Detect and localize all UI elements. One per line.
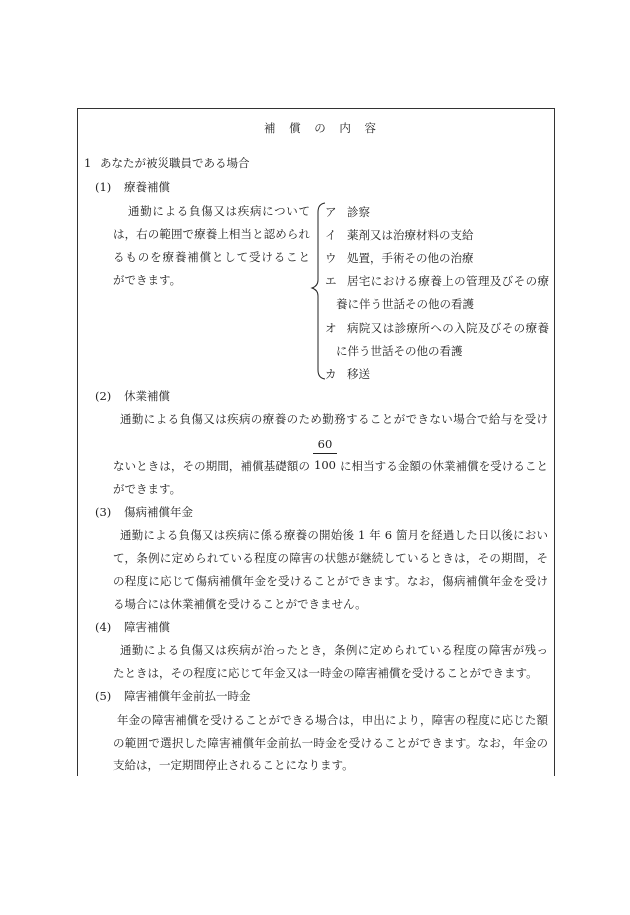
paragraph-line: たときは，その程度に応じて年金又は一時金の障害補償を受けることができます。 [113,666,538,680]
list-mark: エ [325,274,337,288]
item-label: 療養補償 [124,180,170,194]
item-label: 休業補償 [124,389,170,403]
paragraph-line: の範囲で選択した障害補償年金前払一時金を受けることができます。なお，年金の [113,736,548,750]
list-text: 薬剤又は治療材料の支給 [347,228,474,242]
fraction-numerator: 60 [317,437,333,451]
paragraph-line: 通勤による負傷又は疾病の療養のため勤務することができない場合で給与を受け [120,412,548,426]
list-mark: オ [325,321,337,335]
paragraph-line: の程度に応じて傷病補償年金を受けることができます。なお，傷病補償年金を受け [113,574,548,588]
paragraph-line: ができます。 [113,482,182,496]
item-number: (2) [95,389,112,403]
item-number: (1) [95,180,112,194]
list-text-continuation: に伴う世話その他の看護 [336,344,463,358]
paragraph-line: て，条例に定められている程度の障害の状態が継続しているときは，その期間，そ [113,551,548,565]
paragraph-line: 支給は，一定期間停止されることになります。 [113,758,354,772]
item-number: (3) [95,505,112,519]
paragraph-line: ないときは，その期間，補償基礎額の [113,459,310,473]
list-text: 病院又は診療所への入院及びその療養 [347,321,549,335]
item-label: 傷病補償年金 [124,505,193,519]
paragraph-line: るものを療養補償として受けること [113,250,310,264]
list-text: 居宅における療養上の管理及びその療 [347,274,549,288]
section-heading: あなたが被災職員である場合 [100,156,250,170]
paragraph-line: 通勤による負傷又は疾病が治ったとき，条例に定められている程度の障害が残っ [120,643,548,657]
item-label: 障害補償年金前払一時金 [124,689,251,703]
fraction-denominator: 100 [314,458,336,472]
list-mark: カ [325,367,337,381]
list-text-continuation: 養に伴う世話その他の看護 [336,297,474,311]
fraction-bar [313,453,337,454]
paragraph-line: は，右の範囲で療養上相当と認められ [113,227,310,241]
paragraph-line: ができます。 [113,273,182,287]
list-text: 処置，手術その他の治療 [347,251,474,265]
paragraph-line: 通勤による負傷又は疾病について [128,204,310,218]
item-number: (4) [95,620,112,634]
paragraph-line: 通勤による負傷又は疾病に係る療養の開始後 1 年 6 箇月を経過した日以後におい [120,528,548,542]
item-number: (5) [95,689,112,703]
list-mark: ア [325,205,337,219]
item-label: 障害補償 [124,620,170,634]
paragraph-line: る場合には休業補償を受けることができません。 [113,597,367,611]
list-text: 移送 [347,367,370,381]
list-text: 診察 [347,205,370,219]
list-mark: ウ [325,251,337,265]
paragraph-line: 年金の障害補償を受けることができる場合は，申出により，障害の程度に応じた額 [117,713,548,727]
list-mark: イ [325,228,337,242]
section-number: 1 [84,156,92,170]
paragraph-line: に相当する金額の休業補償を受けること [340,459,548,473]
page-title: 補 償 の 内 容 [264,121,376,135]
